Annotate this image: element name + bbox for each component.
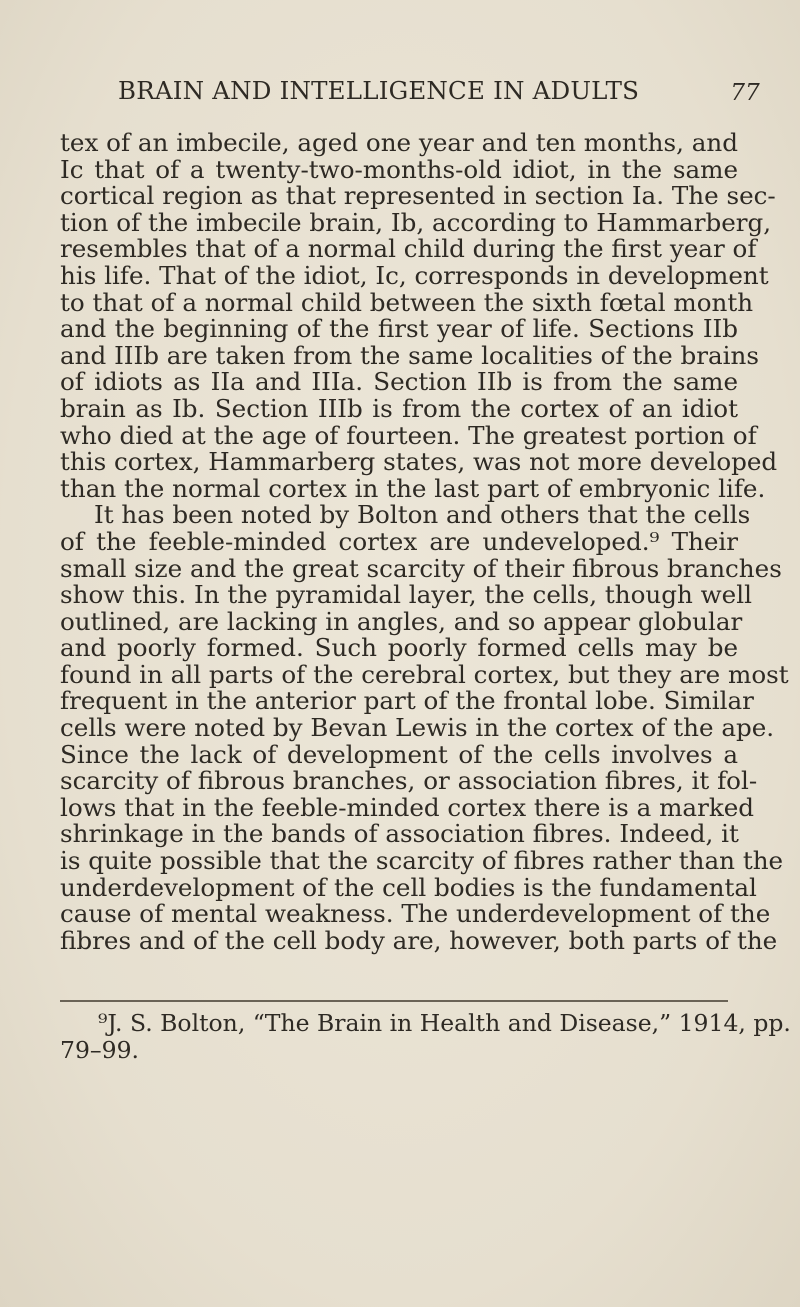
text-line: tion of the imbecile brain, Ib, according to Hammarberg, xyxy=(60,207,772,237)
body-text xyxy=(60,128,789,955)
text-line: Ic that of a twenty-two-months-old idiot, in the same xyxy=(60,154,738,184)
text-line: than the normal cortex in the last part of embryonic life. xyxy=(60,473,766,503)
text-line: lows that in the feeble-minded cortex there is a marked xyxy=(60,792,755,822)
page-number: 77 xyxy=(730,80,760,106)
text-line: this cortex, Hammarberg states, was not more developed xyxy=(60,447,778,477)
text-line: shrinkage in the bands of association fibres. Indeed, it xyxy=(60,819,739,849)
text-line: cortical region as that represented in section Ia. The sec- xyxy=(60,181,776,211)
text-line: outlined, are lacking in angles, and so appear globular xyxy=(60,606,743,636)
text-line: of the feeble-minded cortex are undeveloped.⁹ Their xyxy=(60,526,738,556)
text-line: show this. In the pyramidal layer, the cells, though well xyxy=(60,580,752,610)
footnote-line: 79–99. xyxy=(60,1036,140,1064)
text-line: found in all parts of the cerebral cortex, but they are most xyxy=(60,659,789,689)
text-line: and IIIb are taken from the same localities of the brains xyxy=(60,340,759,370)
text-line: scarcity of fibrous branches, or association fibres, it fol- xyxy=(60,766,758,796)
text-line: cells were noted by Bevan Lewis in the cortex of the ape. xyxy=(60,713,775,743)
text-line: of idiots as IIa and IIIa. Section IIb is from the same xyxy=(60,367,738,397)
text-line: Since the lack of development of the cells involves a xyxy=(60,739,738,769)
text-line: tex of an imbecile, aged one year and ten months, and xyxy=(60,128,738,157)
text-line: fibres and of the cell body are, however, both parts of the xyxy=(60,925,778,955)
text-line: resembles that of a normal child during the first year of xyxy=(60,234,757,264)
text-line: small size and the great scarcity of their fibrous branches xyxy=(60,553,782,583)
paragraph-start-line: It has been noted by Bolton and others that the cells xyxy=(94,500,751,530)
text-line: underdevelopment of the cell bodies is the fundamental xyxy=(60,872,757,902)
text-line: is quite possible that the scarcity of fibres rather than the xyxy=(60,846,784,876)
text-line: and poorly formed. Such poorly formed cells may be xyxy=(60,633,738,663)
footnote-rule xyxy=(60,1000,728,1002)
text-line: brain as Ib. Section IIIb is from the cortex of an idiot xyxy=(60,393,738,423)
running-head-title: BRAIN AND INTELLIGENCE IN ADULTS xyxy=(118,76,640,105)
running-head xyxy=(118,76,760,105)
footnote xyxy=(60,1009,791,1064)
text-line: cause of mental weakness. The underdevelopment of the xyxy=(60,899,771,929)
text-line: frequent in the anterior part of the frontal lobe. Similar xyxy=(60,686,754,716)
text-line: and the beginning of the first year of life. Sections IIb xyxy=(60,314,738,344)
text-line: his life. That of the idiot, Ic, corresponds in development xyxy=(60,260,769,290)
text-line: who died at the age of fourteen. The greatest portion of xyxy=(60,420,757,450)
footnote-line: ⁹J. S. Bolton, “The Brain in Health and Disease,” 1914, pp. xyxy=(98,1009,791,1037)
text-line: to that of a normal child between the sixth fœtal month xyxy=(60,287,754,317)
